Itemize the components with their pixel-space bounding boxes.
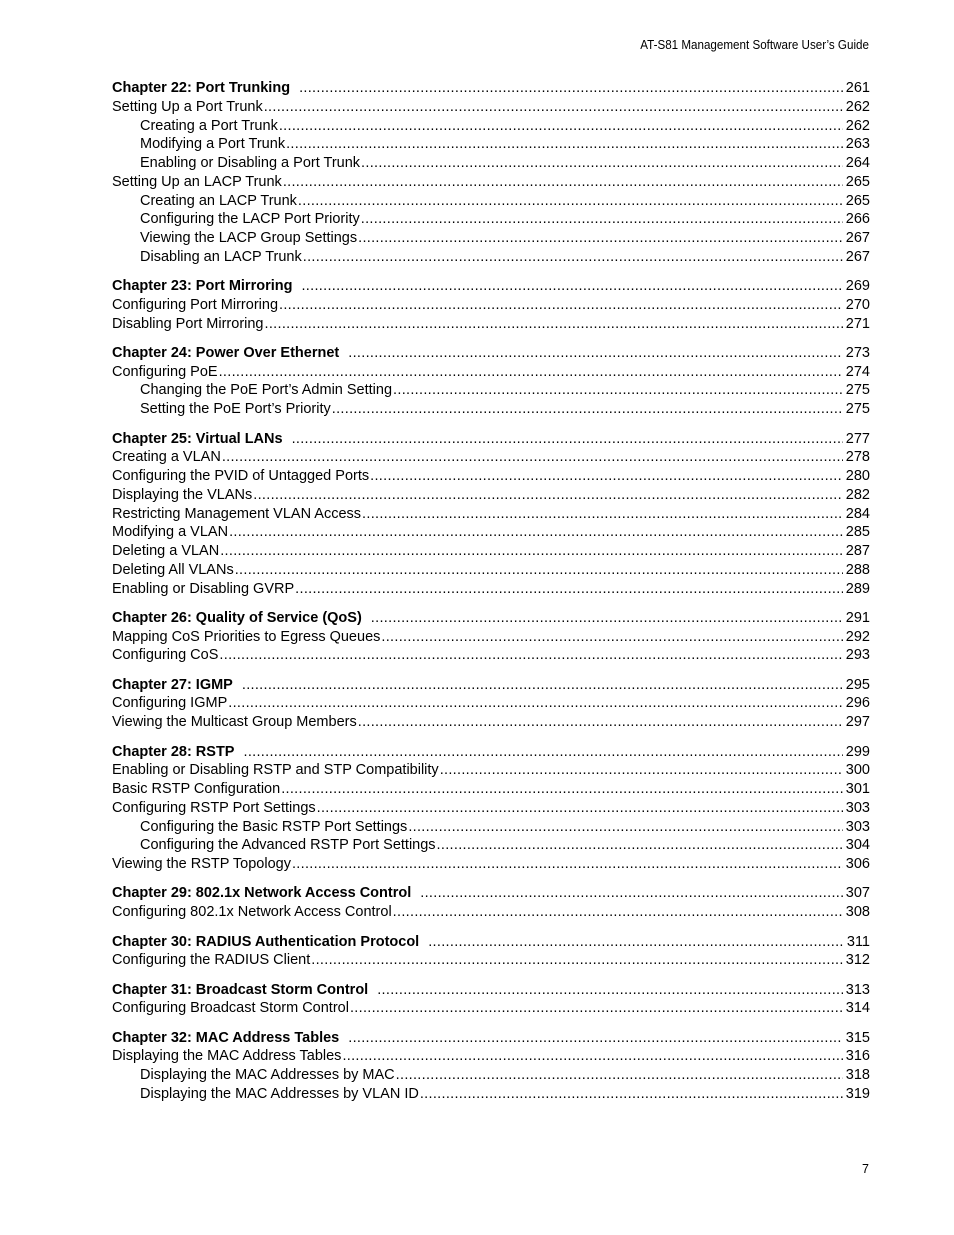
toc-chapter-heading[interactable] [112, 676, 870, 695]
entry-title: Displaying the MAC Address Tables [112, 1048, 342, 1065]
entry-page-number: 316 [845, 1048, 870, 1065]
dot-leader [228, 694, 843, 713]
toc-entry[interactable] [112, 523, 870, 542]
entry-page-number: 301 [845, 781, 870, 798]
chapter-title: Chapter 28: RSTP [112, 743, 235, 760]
entry-page-number: 319 [845, 1085, 870, 1102]
toc-entry[interactable] [112, 448, 870, 467]
entry-title: Setting Up a Port Trunk [112, 98, 263, 115]
dot-leader [222, 448, 843, 467]
toc-entry[interactable] [112, 561, 870, 580]
entry-title: Disabling Port Mirroring [112, 315, 264, 332]
entry-title: Configuring Broadcast Storm Control [112, 1000, 349, 1017]
chapter-page-number: 273 [845, 344, 870, 361]
dot-leader [420, 1085, 843, 1104]
dot-leader [362, 505, 843, 524]
entry-page-number: 306 [845, 856, 870, 873]
entry-page-number: 263 [845, 136, 870, 153]
toc-chapter [112, 1029, 870, 1104]
entry-page-number: 271 [845, 315, 870, 332]
chapter-page-number: 307 [845, 885, 870, 902]
dot-leader [348, 344, 843, 363]
dot-leader [342, 1047, 842, 1066]
toc-chapter [112, 277, 870, 333]
dot-leader [332, 400, 843, 419]
chapter-title: Chapter 32: MAC Address Tables [112, 1029, 340, 1046]
entry-page-number: 312 [845, 952, 870, 969]
toc-chapter [112, 344, 870, 419]
entry-title: Displaying the MAC Addresses by MAC [140, 1067, 395, 1084]
chapter-title: Chapter 24: Power Over Ethernet [112, 344, 340, 361]
chapter-title: Chapter 22: Port Trunking [112, 80, 291, 96]
entry-page-number: 264 [845, 155, 870, 171]
chapter-title: Chapter 23: Port Mirroring [112, 278, 293, 295]
dot-leader [286, 135, 843, 154]
dot-leader [295, 580, 843, 599]
dot-leader [350, 999, 843, 1018]
chapter-page-number: 277 [845, 430, 870, 447]
toc-entry[interactable] [112, 192, 870, 211]
entry-title: Creating a VLAN [112, 449, 221, 466]
dot-leader [396, 1066, 843, 1085]
dot-leader [279, 296, 843, 315]
entry-title: Displaying the MAC Addresses by VLAN ID [140, 1085, 419, 1102]
entry-title: Mapping CoS Priorities to Egress Queues [112, 628, 381, 645]
entry-title: Creating an LACP Trunk [140, 192, 297, 209]
toc-chapter-heading[interactable] [112, 79, 870, 98]
entry-page-number: 293 [845, 647, 870, 664]
toc-entry[interactable] [112, 467, 870, 486]
entry-title: Configuring PoE [112, 363, 218, 380]
entry-page-number: 284 [845, 505, 870, 522]
toc-chapter-heading[interactable] [112, 609, 870, 628]
toc-entry[interactable] [112, 486, 870, 505]
entry-title: Setting the PoE Port’s Priority [140, 401, 331, 418]
toc-chapter-heading[interactable] [112, 1029, 870, 1048]
dot-leader [437, 836, 843, 855]
dot-leader [229, 523, 843, 542]
toc-chapter [112, 743, 870, 874]
toc-entry[interactable] [112, 542, 870, 561]
toc-chapter [112, 676, 870, 732]
toc-entry[interactable] [112, 855, 870, 874]
entry-page-number: 278 [845, 449, 870, 466]
toc-entry[interactable] [112, 580, 870, 599]
entry-page-number: 304 [845, 837, 870, 854]
toc-chapter [112, 981, 870, 1019]
entry-title: Setting Up an LACP Trunk [112, 173, 282, 190]
entry-title: Disabling an LACP Trunk [140, 248, 302, 265]
toc-entry[interactable] [112, 210, 870, 229]
chapter-page-number: 269 [845, 278, 870, 295]
toc-entry[interactable] [112, 135, 870, 154]
toc-chapter [112, 609, 870, 665]
entry-title: Configuring RSTP Port Settings [112, 799, 316, 816]
entry-title: Viewing the Multicast Group Members [112, 714, 357, 731]
toc-entry[interactable] [112, 1047, 870, 1066]
dot-leader [292, 430, 843, 449]
dot-leader [311, 951, 843, 970]
dot-leader [253, 486, 843, 505]
toc-entry[interactable] [112, 363, 870, 382]
dot-leader [279, 117, 843, 136]
page-number: 7 [862, 1162, 869, 1176]
entry-page-number: 289 [845, 580, 870, 597]
toc-chapter-heading[interactable] [112, 430, 870, 449]
toc-entry[interactable] [112, 713, 870, 732]
entry-page-number: 267 [845, 248, 870, 265]
entry-title: Enabling or Disabling a Port Trunk [140, 155, 361, 171]
dot-leader [303, 248, 843, 267]
entry-page-number: 266 [845, 211, 870, 228]
entry-page-number: 262 [845, 98, 870, 115]
entry-page-number: 300 [845, 762, 870, 779]
dot-leader [219, 363, 843, 382]
dot-leader [393, 381, 843, 400]
entry-page-number: 314 [845, 1000, 870, 1017]
dot-leader [281, 780, 843, 799]
entry-title: Viewing the RSTP Topology [112, 856, 291, 873]
toc-entry[interactable] [112, 315, 870, 334]
dot-leader [370, 467, 843, 486]
entry-title: Changing the PoE Port’s Admin Setting [140, 382, 393, 399]
dot-leader [348, 1029, 843, 1048]
entry-page-number: 270 [845, 296, 870, 313]
entry-page-number: 280 [845, 468, 870, 485]
entry-page-number: 282 [845, 486, 870, 503]
entry-page-number: 318 [845, 1067, 870, 1084]
entry-title: Restricting Management VLAN Access [112, 505, 362, 522]
dot-leader [235, 561, 843, 580]
toc-entry[interactable] [112, 381, 870, 400]
toc-entry[interactable] [112, 780, 870, 799]
dot-leader [371, 609, 843, 628]
toc-entry[interactable] [112, 98, 870, 117]
toc-chapter-heading[interactable] [112, 743, 870, 762]
chapter-title: Chapter 26: Quality of Service (QoS) [112, 609, 362, 626]
chapter-title: Chapter 27: IGMP [112, 676, 233, 693]
chapter-page-number: 291 [845, 609, 870, 626]
toc-entry[interactable] [112, 117, 870, 136]
toc-entry[interactable] [112, 296, 870, 315]
entry-page-number: 303 [845, 799, 870, 816]
dot-leader [393, 903, 843, 922]
entry-page-number: 274 [845, 363, 870, 380]
entry-title: Configuring 802.1x Network Access Control [112, 904, 392, 921]
dot-leader [243, 743, 842, 762]
dot-leader [361, 154, 843, 173]
dot-leader [264, 98, 843, 117]
toc-entry[interactable] [112, 836, 870, 855]
entry-title: Modifying a Port Trunk [140, 136, 286, 153]
toc-entry[interactable] [112, 1066, 870, 1085]
entry-page-number: 303 [845, 818, 870, 835]
entry-title: Configuring IGMP [112, 695, 228, 712]
toc-entry[interactable] [112, 505, 870, 524]
toc-chapter-heading[interactable] [112, 933, 870, 952]
entry-title: Configuring the Basic RSTP Port Settings [140, 818, 408, 835]
entry-page-number: 267 [845, 230, 870, 246]
toc-entry[interactable] [112, 229, 870, 248]
dot-leader [358, 229, 843, 248]
entry-page-number: 292 [845, 628, 870, 645]
dot-leader [428, 933, 844, 952]
toc-chapter [112, 430, 870, 599]
toc-entry[interactable] [112, 400, 870, 419]
dot-leader [440, 761, 843, 780]
toc-chapter [112, 79, 870, 267]
chapter-page-number: 311 [846, 933, 870, 950]
entry-title: Configuring the Advanced RSTP Port Settings [140, 837, 436, 854]
dot-leader [377, 981, 843, 1000]
chapter-page-number: 295 [845, 676, 870, 693]
dot-leader [242, 676, 843, 695]
toc-entry[interactable] [112, 1085, 870, 1104]
chapter-page-number: 299 [845, 743, 870, 760]
entry-page-number: 265 [845, 192, 870, 209]
toc-chapter [112, 884, 870, 922]
chapter-title: Chapter 31: Broadcast Storm Control [112, 981, 369, 998]
dot-leader [219, 646, 842, 665]
dot-leader [283, 173, 843, 192]
dot-leader [299, 79, 843, 98]
toc-entry[interactable] [112, 799, 870, 818]
toc-entry[interactable] [112, 173, 870, 192]
dot-leader [317, 799, 843, 818]
chapter-page-number: 261 [845, 80, 870, 96]
entry-title: Configuring Port Mirroring [112, 296, 279, 313]
dot-leader [301, 277, 842, 296]
entry-title: Enabling or Disabling GVRP [112, 580, 295, 597]
entry-title: Deleting a VLAN [112, 543, 220, 560]
entry-page-number: 275 [845, 382, 870, 399]
toc-entry[interactable] [112, 951, 870, 970]
dot-leader [381, 628, 842, 647]
toc-chapter-heading[interactable] [112, 884, 870, 903]
dot-leader [265, 315, 843, 334]
entry-page-number: 262 [845, 117, 870, 134]
chapter-title: Chapter 29: 802.1x Network Access Control [112, 885, 412, 902]
entry-page-number: 308 [845, 904, 870, 921]
entry-title: Configuring the LACP Port Priority [140, 211, 360, 228]
toc-entry[interactable] [112, 761, 870, 780]
entry-title: Basic RSTP Configuration [112, 781, 281, 798]
toc-chapter-heading[interactable] [112, 277, 870, 296]
entry-title: Configuring the RADIUS Client [112, 952, 311, 969]
toc-entry[interactable] [112, 154, 870, 173]
chapter-page-number: 315 [845, 1029, 870, 1046]
chapter-page-number: 313 [845, 981, 870, 998]
entry-title: Enabling or Disabling RSTP and STP Compatibility [112, 762, 439, 779]
entry-page-number: 297 [845, 714, 870, 731]
toc-chapter-heading[interactable] [112, 981, 870, 1000]
table-of-contents [112, 79, 870, 1114]
entry-title: Configuring CoS [112, 647, 219, 664]
dot-leader [361, 210, 843, 229]
toc-chapter [112, 933, 870, 971]
dot-leader [292, 855, 843, 874]
toc-entry[interactable] [112, 694, 870, 713]
toc-entry[interactable] [112, 818, 870, 837]
toc-entry[interactable] [112, 628, 870, 647]
entry-title: Creating a Port Trunk [140, 117, 278, 134]
entry-page-number: 296 [845, 695, 870, 712]
chapter-title: Chapter 30: RADIUS Authentication Protocol [112, 933, 420, 950]
chapter-title: Chapter 25: Virtual LANs [112, 430, 283, 447]
dot-leader [298, 192, 843, 211]
toc-entry[interactable] [112, 999, 870, 1018]
toc-entry[interactable] [112, 903, 870, 922]
entry-title: Configuring the PVID of Untagged Ports [112, 468, 370, 485]
dot-leader [408, 818, 842, 837]
entry-page-number: 287 [845, 543, 870, 560]
entry-title: Displaying the VLANs [112, 486, 253, 503]
entry-page-number: 265 [845, 173, 870, 190]
toc-entry[interactable] [112, 248, 870, 267]
toc-chapter-heading[interactable] [112, 344, 870, 363]
dot-leader [358, 713, 843, 732]
entry-page-number: 288 [845, 561, 870, 578]
running-header: AT-S81 Management Software User’s Guide [640, 38, 869, 52]
dot-leader [420, 884, 843, 903]
entry-title: Viewing the LACP Group Settings [140, 230, 358, 246]
entry-page-number: 285 [845, 524, 870, 541]
entry-title: Modifying a VLAN [112, 524, 229, 541]
entry-title: Deleting All VLANs [112, 561, 234, 578]
dot-leader [220, 542, 843, 561]
toc-entry[interactable] [112, 646, 870, 665]
entry-page-number: 275 [845, 401, 870, 418]
